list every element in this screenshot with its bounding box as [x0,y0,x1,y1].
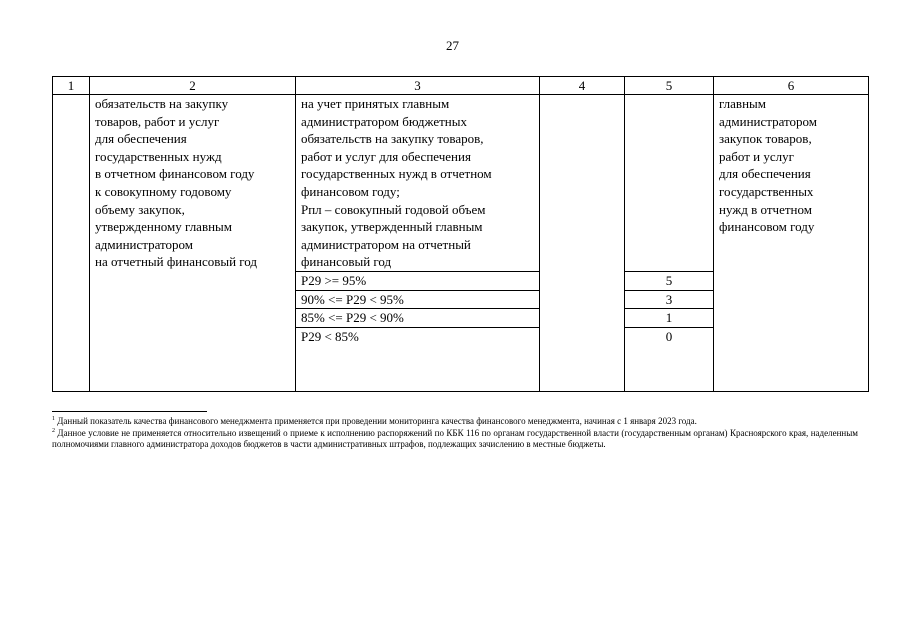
filler-cell [296,345,540,392]
condition-cell: 85% <= Р29 < 90% [296,309,540,328]
footnote-text: Данный показатель качества финансового менеджмента применяется при проведении мониторинга качества финансового менеджмента, начиная с 1 января 2023 года. [55,416,697,426]
target-description-cell: главным администратором закупок товаров, работ и услуг для обеспечения государственных нужд в отчетном финансовом году [714,95,869,392]
column-4-cell [540,95,625,392]
footnote-mark: 1 [52,416,55,422]
footnote-1 [52,416,858,428]
table-header-row [53,77,869,95]
indicator-name-cell: обязательств на закупку товаров, работ и услуг для обеспечения государственных нужд в отчетном финансовом году к совокупному годовому объему закупок, утвержденному главным администратором на отчетный финансовый год [90,95,296,392]
condition-cell: Р29 >= 95% [296,271,540,290]
filler-cell [625,345,714,392]
footnote-text: Данное условие не применяется относительно извещений о приеме к исполнению распоряжений по КБК 116 по органам государственной власти (государственным органам) Красноярского края, наделенным полномочиями главного администратора доходов бюджетов в части административных штрафов, подлежащих зачислению в местные бюджеты. [52,427,858,450]
column-header: 1 [53,77,90,95]
column-header: 6 [714,77,869,95]
condition-cell: 90% <= Р29 < 95% [296,290,540,309]
footnotes [52,416,858,451]
footnote-2 [52,428,858,451]
score-cell: 1 [625,309,714,328]
formula-description-cell: на учет принятых главным администратором бюджетных обязательств на закупку товаров, работ и услуг для обеспечения государственных нужд в отчетном финансовом году; Рпл – совокупный годовой объем закупок, утвержденный главным администратором на отчетный финансовый год [296,95,540,272]
footnote-mark: 2 [52,427,55,434]
column-header: 5 [625,77,714,95]
row-number-cell [53,95,90,392]
footnote-separator [52,411,207,412]
score-cell: 3 [625,290,714,309]
score-cell: 5 [625,271,714,290]
score-cell: 0 [625,327,714,345]
indicator-table [52,76,869,392]
column-header: 2 [90,77,296,95]
condition-cell: Р29 < 85% [296,327,540,345]
column-header: 4 [540,77,625,95]
table-row [53,95,869,272]
column-5-empty-cell [625,95,714,272]
column-header: 3 [296,77,540,95]
page-number: 27 [446,38,459,53]
